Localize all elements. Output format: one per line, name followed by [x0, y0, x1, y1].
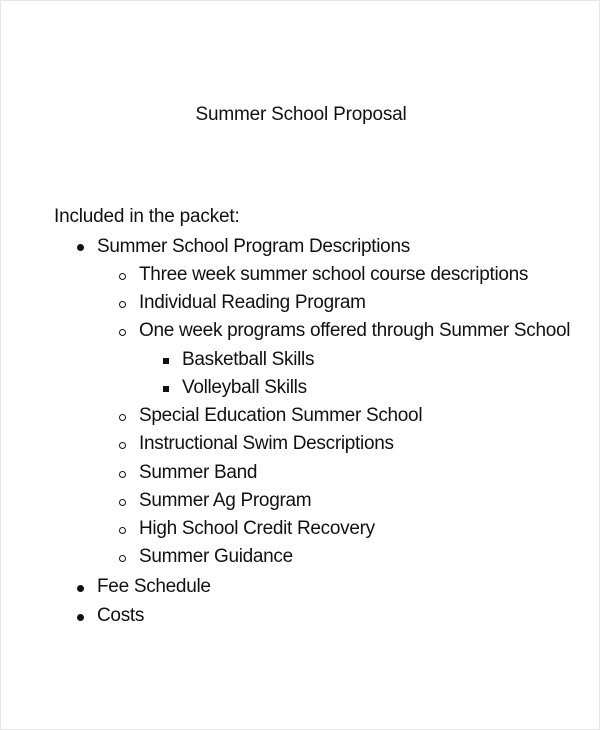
list-item-text: Costs [97, 605, 145, 626]
filled-square-icon [163, 358, 169, 364]
packet-intro: Included in the packet: [54, 206, 240, 227]
filled-dot-icon [77, 614, 84, 621]
list-item-text: Fee Schedule [97, 576, 211, 597]
hollow-circle-icon [119, 301, 126, 308]
list-item-text: Special Education Summer School [139, 405, 423, 426]
list-item-text: Volleyball Skills [182, 377, 307, 398]
document-title: Summer School Proposal [195, 104, 407, 125]
hollow-circle-icon [119, 442, 126, 449]
list-item-text: One week programs offered through Summer School [139, 320, 571, 341]
filled-square-icon [163, 386, 169, 392]
list-item-text: High School Credit Recovery [139, 518, 375, 539]
filled-dot-icon [77, 585, 84, 592]
hollow-circle-icon [119, 499, 126, 506]
filled-dot-icon [77, 244, 84, 251]
hollow-circle-icon [119, 527, 126, 534]
hollow-circle-icon [119, 471, 126, 478]
list-item-text: Three week summer school course descriptions [139, 264, 529, 285]
list-item-text: Summer Guidance [139, 546, 293, 567]
list-item-text: Individual Reading Program [139, 292, 366, 313]
list-item-text: Instructional Swim Descriptions [139, 433, 394, 454]
list-item-text: Summer School Program Descriptions [97, 236, 410, 257]
hollow-circle-icon [119, 414, 126, 421]
hollow-circle-icon [119, 273, 126, 280]
list-item-text: Summer Band [139, 462, 258, 483]
list-item-text: Basketball Skills [182, 349, 315, 370]
hollow-circle-icon [119, 555, 126, 562]
hollow-circle-icon [119, 329, 126, 336]
list-item-text: Summer Ag Program [139, 490, 312, 511]
